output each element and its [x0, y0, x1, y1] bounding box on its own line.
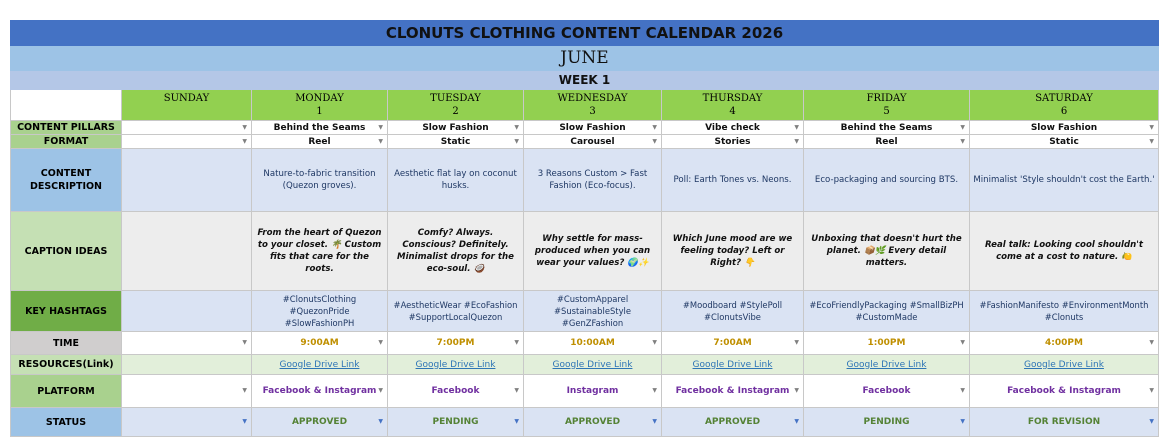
content-pillar-cell[interactable] [804, 121, 970, 135]
dropdown-arrow-icon[interactable]: ▼ [960, 123, 965, 131]
dropdown-arrow-icon[interactable]: ▼ [960, 387, 965, 394]
key-hashtags-cell[interactable] [970, 291, 1159, 332]
platform-cell[interactable] [388, 375, 524, 408]
content-description-value: Eco-packaging and sourcing BTS. [814, 175, 959, 185]
dropdown-arrow-icon[interactable]: ▼ [794, 418, 799, 425]
status-value[interactable]: APPROVED [291, 417, 348, 427]
day-header-row [11, 90, 1159, 121]
status-value[interactable]: APPROVED [564, 417, 621, 427]
post-time-value[interactable]: 9:00AM [300, 338, 339, 348]
key-hashtags-value: #FashionManifesto #EnvironmentMonth #Clonuts [979, 300, 1149, 322]
content-pillar-value[interactable]: Slow Fashion [422, 122, 489, 133]
caption-idea-cell[interactable] [122, 212, 252, 291]
content-description-value: Aesthetic flat lay on coconut husks. [394, 169, 517, 191]
day-header-cell [804, 90, 970, 121]
format-cell[interactable] [804, 135, 970, 149]
day-header-cell [970, 90, 1159, 121]
format-label: FORMAT [11, 135, 122, 149]
content-description-cell[interactable] [388, 149, 524, 212]
content-pillar-cell[interactable] [388, 121, 524, 135]
resource-link-row [11, 355, 1159, 375]
post-time-cell[interactable] [252, 332, 388, 355]
platform-value[interactable]: Facebook & Instagram [675, 386, 790, 396]
dropdown-arrow-icon[interactable]: ▼ [1149, 123, 1154, 131]
content-pillar-cell[interactable] [970, 121, 1159, 135]
day-date: 3 [589, 106, 596, 117]
dropdown-arrow-icon[interactable]: ▼ [514, 123, 519, 131]
content-description-cell[interactable] [662, 149, 804, 212]
dropdown-arrow-icon[interactable]: ▼ [794, 137, 799, 145]
day-name: FRIDAY [866, 93, 907, 104]
dropdown-arrow-icon[interactable]: ▼ [1149, 137, 1154, 145]
dropdown-arrow-icon[interactable]: ▼ [514, 339, 519, 346]
day-name: MONDAY [295, 93, 344, 104]
dropdown-arrow-icon[interactable]: ▼ [1149, 339, 1154, 346]
resource-link-label: RESOURCES(Link) [11, 355, 122, 375]
content-description-row [11, 149, 1159, 212]
content-pillar-value[interactable]: Vibe check [705, 122, 760, 133]
google-drive-link[interactable]: Google Drive Link [279, 359, 360, 370]
status-cell[interactable] [804, 408, 970, 437]
resource-link-cell[interactable] [388, 355, 524, 375]
dropdown-arrow-icon[interactable]: ▼ [652, 123, 657, 131]
key-hashtags-cell[interactable] [122, 291, 252, 332]
post-time-label: TIME [11, 332, 122, 355]
content-description-cell[interactable] [970, 149, 1159, 212]
platform-value[interactable]: Facebook & Instagram [262, 386, 377, 396]
post-time-cell[interactable] [662, 332, 804, 355]
google-drive-link[interactable]: Google Drive Link [1024, 359, 1104, 370]
day-name: TUESDAY [430, 93, 481, 104]
format-cell[interactable] [252, 135, 388, 149]
dropdown-arrow-icon[interactable]: ▼ [242, 418, 247, 425]
platform-cell[interactable] [970, 375, 1159, 408]
day-header-cell [252, 90, 388, 121]
post-time-row [11, 332, 1159, 355]
format-row [11, 135, 1159, 149]
content-pillar-value[interactable]: Slow Fashion [1030, 122, 1098, 133]
dropdown-arrow-icon[interactable]: ▼ [960, 418, 965, 425]
format-cell[interactable] [524, 135, 662, 149]
content-description-value: Nature-to-fabric transition (Quezon groves). [263, 169, 376, 191]
status-cell[interactable] [970, 408, 1159, 437]
google-drive-link[interactable]: Google Drive Link [552, 359, 633, 370]
content-pillar-row [11, 121, 1159, 135]
content-pillar-cell[interactable] [122, 121, 252, 135]
format-value[interactable]: Carousel [570, 136, 615, 147]
dropdown-arrow-icon[interactable]: ▼ [652, 339, 657, 346]
platform-label: PLATFORM [11, 375, 122, 408]
status-value[interactable]: PENDING [863, 417, 910, 427]
key-hashtags-cell[interactable] [388, 291, 524, 332]
corner-cell [11, 90, 122, 121]
resource-link-cell[interactable] [970, 355, 1159, 375]
format-value[interactable]: Reel [308, 136, 331, 147]
dropdown-arrow-icon[interactable]: ▼ [794, 123, 799, 131]
content-pillar-label: CONTENT PILLARS [11, 121, 122, 135]
format-cell[interactable] [388, 135, 524, 149]
key-hashtags-cell[interactable] [804, 291, 970, 332]
content-description-value: 3 Reasons Custom > Fast Fashion (Eco-focus). [537, 169, 648, 191]
content-description-cell[interactable] [252, 149, 388, 212]
day-name: SUNDAY [163, 93, 210, 104]
caption-idea-cell[interactable] [388, 212, 524, 291]
platform-cell[interactable] [524, 375, 662, 408]
week-header: WEEK 1 [11, 71, 1159, 90]
platform-row [11, 375, 1159, 408]
content-description-label: CONTENT DESCRIPTION [11, 149, 122, 212]
day-date: 6 [1060, 106, 1068, 117]
status-label: STATUS [11, 408, 122, 437]
day-name: SATURDAY [1035, 93, 1093, 104]
format-cell[interactable] [122, 135, 252, 149]
caption-idea-cell[interactable] [804, 212, 970, 291]
dropdown-arrow-icon[interactable]: ▼ [378, 339, 383, 346]
post-time-cell[interactable] [970, 332, 1159, 355]
dropdown-arrow-icon[interactable]: ▼ [514, 418, 519, 425]
caption-idea-value: Why settle for mass-produced when you can wear your values? 🌍✨ [534, 234, 651, 268]
post-time-value[interactable]: 10:00AM [570, 338, 615, 348]
caption-idea-cell[interactable] [252, 212, 388, 291]
post-time-value[interactable]: 7:00AM [713, 338, 752, 348]
dropdown-arrow-icon[interactable]: ▼ [378, 137, 383, 145]
content-description-value: Poll: Earth Tones vs. Neons. [673, 175, 792, 185]
caption-idea-row [11, 212, 1159, 291]
dropdown-arrow-icon[interactable]: ▼ [514, 387, 519, 394]
dropdown-arrow-icon[interactable]: ▼ [960, 137, 965, 145]
google-drive-link[interactable]: Google Drive Link [415, 359, 496, 370]
key-hashtags-value: #CustomApparel #SustainableStyle #GenZFashion [553, 294, 632, 328]
day-name: WEDNESDAY [557, 93, 628, 104]
dropdown-arrow-icon[interactable]: ▼ [794, 339, 799, 346]
day-date: 5 [883, 106, 890, 117]
resource-link-cell[interactable] [252, 355, 388, 375]
status-value[interactable]: FOR REVISION [1027, 417, 1101, 427]
status-row [11, 408, 1159, 437]
format-value[interactable]: Stories [714, 136, 751, 147]
day-header-cell [524, 90, 662, 121]
caption-idea-label: CAPTION IDEAS [11, 212, 122, 291]
dropdown-arrow-icon[interactable]: ▼ [242, 123, 247, 131]
format-cell[interactable] [970, 135, 1159, 149]
status-cell[interactable] [388, 408, 524, 437]
caption-idea-value: Which June mood are we feeling today? Left or Right? 👇 [672, 234, 793, 268]
platform-value[interactable]: Facebook & Instagram [1007, 386, 1121, 396]
status-cell[interactable] [252, 408, 388, 437]
post-time-value[interactable]: 7:00PM [436, 338, 475, 348]
caption-idea-cell[interactable] [662, 212, 804, 291]
day-header-cell [662, 90, 804, 121]
day-header-cell [388, 90, 524, 121]
day-date: 2 [452, 106, 459, 117]
content-description-cell[interactable] [804, 149, 970, 212]
dropdown-arrow-icon[interactable]: ▼ [1149, 387, 1154, 394]
dropdown-arrow-icon[interactable]: ▼ [960, 339, 965, 346]
status-value[interactable]: PENDING [432, 417, 479, 427]
content-description-cell[interactable] [122, 149, 252, 212]
dropdown-arrow-icon[interactable]: ▼ [652, 418, 657, 425]
caption-idea-value: Comfy? Always. Conscious? Definitely. Minimalist drops for the eco-soul. 🥥 [397, 228, 514, 274]
platform-value[interactable]: Instagram [566, 386, 619, 396]
status-cell[interactable] [662, 408, 804, 437]
resource-link-cell[interactable] [662, 355, 804, 375]
key-hashtags-value: #AestheticWear #EcoFashion #SupportLocalQuezon [393, 300, 518, 322]
key-hashtags-value: #ClonutsClothing #QuezonPride #SlowFashionPH [282, 294, 357, 328]
calendar-title: CLONUTS CLOTHING CONTENT CALENDAR 2026 [11, 21, 1159, 46]
key-hashtags-value: #Moodboard #StylePoll #ClonutsVibe [682, 300, 783, 322]
platform-cell[interactable] [252, 375, 388, 408]
google-drive-link[interactable]: Google Drive Link [692, 359, 773, 370]
day-date: 1 [316, 106, 323, 117]
post-time-cell[interactable] [524, 332, 662, 355]
caption-idea-value: Unboxing that doesn't hurt the planet. 📦🌿 Every detail matters. [811, 234, 962, 268]
resource-link-cell[interactable] [524, 355, 662, 375]
dropdown-arrow-icon[interactable]: ▼ [514, 137, 519, 145]
dropdown-arrow-icon[interactable]: ▼ [794, 387, 799, 394]
post-time-value[interactable]: 1:00PM [867, 338, 906, 348]
calendar-table [10, 20, 1159, 437]
content-pillar-value[interactable]: Slow Fashion [559, 122, 626, 133]
platform-cell[interactable] [662, 375, 804, 408]
key-hashtags-value: #EcoFriendlyPackaging #SmallBizPH #CustomMade [809, 300, 964, 322]
dropdown-arrow-icon[interactable]: ▼ [242, 137, 247, 145]
caption-idea-value: Real talk: Looking cool shouldn't come at a cost to nature. 🍋 [984, 240, 1143, 262]
key-hashtags-label: KEY HASHTAGS [11, 291, 122, 332]
dropdown-arrow-icon[interactable]: ▼ [242, 339, 247, 346]
caption-idea-cell[interactable] [524, 212, 662, 291]
format-value[interactable]: Reel [875, 136, 898, 147]
post-time-cell[interactable] [804, 332, 970, 355]
status-cell[interactable] [524, 408, 662, 437]
key-hashtags-cell[interactable] [524, 291, 662, 332]
content-description-value: Minimalist 'Style shouldn't cost the Earth.' [973, 175, 1155, 185]
format-value[interactable]: Static [1049, 136, 1079, 147]
platform-cell[interactable] [804, 375, 970, 408]
resource-link-cell[interactable] [122, 355, 252, 375]
day-header-cell [122, 90, 252, 121]
dropdown-arrow-icon[interactable]: ▼ [652, 137, 657, 145]
dropdown-arrow-icon[interactable]: ▼ [652, 387, 657, 394]
month-header: JUNE [11, 46, 1159, 71]
google-drive-link[interactable]: Google Drive Link [846, 359, 927, 370]
platform-value[interactable]: Facebook [431, 386, 480, 396]
content-pillar-cell[interactable] [662, 121, 804, 135]
day-name: THURSDAY [702, 93, 763, 104]
day-date: 4 [729, 106, 736, 117]
post-time-cell[interactable] [122, 332, 252, 355]
status-value[interactable]: APPROVED [704, 417, 761, 427]
content-pillar-cell[interactable] [252, 121, 388, 135]
key-hashtags-cell[interactable] [662, 291, 804, 332]
dropdown-arrow-icon[interactable]: ▼ [378, 123, 383, 131]
format-cell[interactable] [662, 135, 804, 149]
key-hashtags-row [11, 291, 1159, 332]
content-pillar-cell[interactable] [524, 121, 662, 135]
platform-cell[interactable] [122, 375, 252, 408]
status-cell[interactable] [122, 408, 252, 437]
post-time-cell[interactable] [388, 332, 524, 355]
post-time-value[interactable]: 4:00PM [1045, 338, 1083, 348]
platform-value[interactable]: Facebook [862, 386, 911, 396]
caption-idea-cell[interactable] [970, 212, 1159, 291]
format-value[interactable]: Static [440, 136, 471, 147]
key-hashtags-cell[interactable] [252, 291, 388, 332]
resource-link-cell[interactable] [804, 355, 970, 375]
content-pillar-value[interactable]: Behind the Seams [273, 122, 366, 133]
content-calendar-sheet [10, 20, 1158, 437]
dropdown-arrow-icon[interactable]: ▼ [242, 387, 247, 394]
dropdown-arrow-icon[interactable]: ▼ [1149, 418, 1154, 425]
caption-idea-value: From the heart of Quezon to your closet. 🌴 Custom fits that care for the roots. [257, 228, 382, 274]
dropdown-arrow-icon[interactable]: ▼ [378, 387, 383, 394]
content-pillar-value[interactable]: Behind the Seams [840, 122, 933, 133]
dropdown-arrow-icon[interactable]: ▼ [378, 418, 383, 425]
content-description-cell[interactable] [524, 149, 662, 212]
